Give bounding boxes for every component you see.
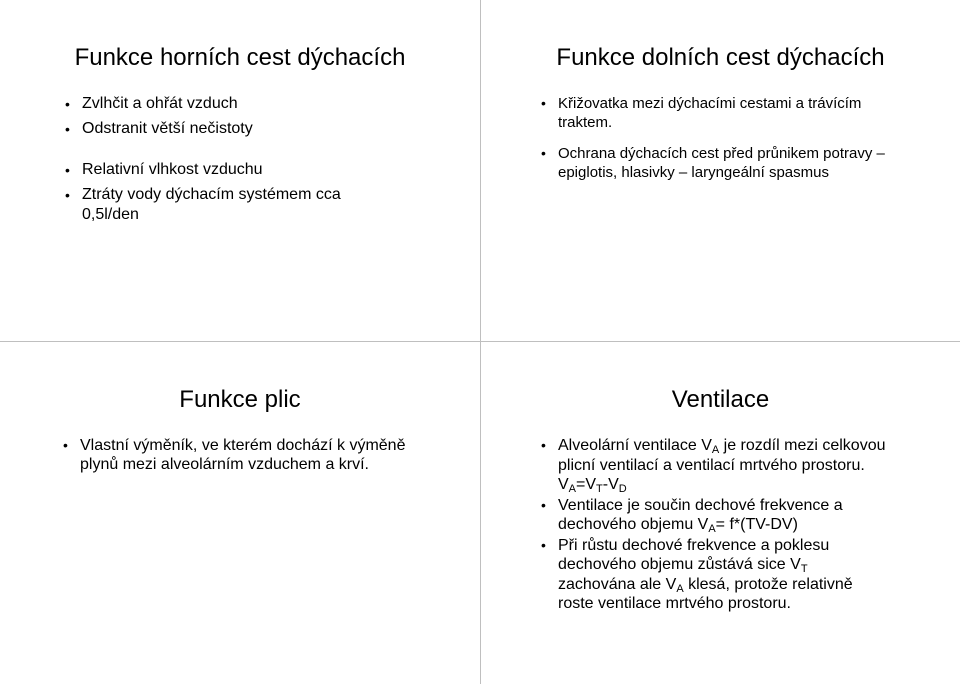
bullet-list-ventilation: [541, 436, 888, 614]
slide-lungs: [0, 341, 481, 684]
bullet-list-lungs: [63, 436, 425, 474]
bullet-icon: •: [65, 96, 70, 112]
bullet-icon: •: [63, 437, 68, 453]
bullet-icon: •: [65, 162, 70, 178]
list-item: • Odstranit větší nečistoty: [65, 120, 253, 137]
bullet-icon: •: [541, 536, 546, 553]
list-item: • Relativní vlhkost vzduchu: [65, 161, 263, 178]
list-item: • Ztráty vody dýchacím systémem cca 0,5l/den: [65, 186, 341, 223]
list-item: • Vlastní výměník, ve kterém dochází k výměně plynů mezi alveolárním vzduchem a krví.: [63, 437, 406, 473]
list-item: • Při růstu dechové frekvence a poklesu dechového objemu zůstává sice $V_T$ zachována ale $V_A$ klesá, protože relativně roste ventilace mrtvého prostoru.: [541, 536, 853, 612]
list-item: • Zvlhčit a ohřát vzduch: [65, 95, 238, 112]
slide-title: Funkce horních cest dýchacích: [74, 44, 406, 71]
slide-title: Funkce plic: [179, 386, 301, 413]
list-item: • Křižovatka mezi dýchacími cestami a trávícím traktem.: [541, 95, 862, 131]
bullet-icon: •: [541, 95, 546, 111]
list-item: • Alveolární ventilace $V_A$ je rozdíl mezi celkovou plicní ventilací a ventilací mrtvého prostoru. $V_A=V_T-V_D$: [541, 437, 886, 495]
bullet-list-upper: [65, 94, 392, 230]
bullet-icon: •: [541, 496, 546, 513]
bullet-icon: •: [65, 187, 70, 203]
bullet-icon: •: [541, 437, 546, 453]
slide-title: Ventilace: [671, 386, 770, 413]
list-item: • Ventilace je součin dechové frekvence a dechového objemu $V_A= f*(TV-DV)$: [541, 496, 843, 535]
list-item: • Ochrana dýchacích cest před průnikem potravy – epiglotis, hlasivky – laryngeální spasmus: [541, 145, 885, 181]
slide-title: Funkce dolních cest dýchacích: [556, 44, 885, 71]
bullet-icon: •: [541, 145, 546, 161]
bullet-list-lower: [541, 94, 893, 182]
bullet-icon: •: [65, 121, 70, 137]
